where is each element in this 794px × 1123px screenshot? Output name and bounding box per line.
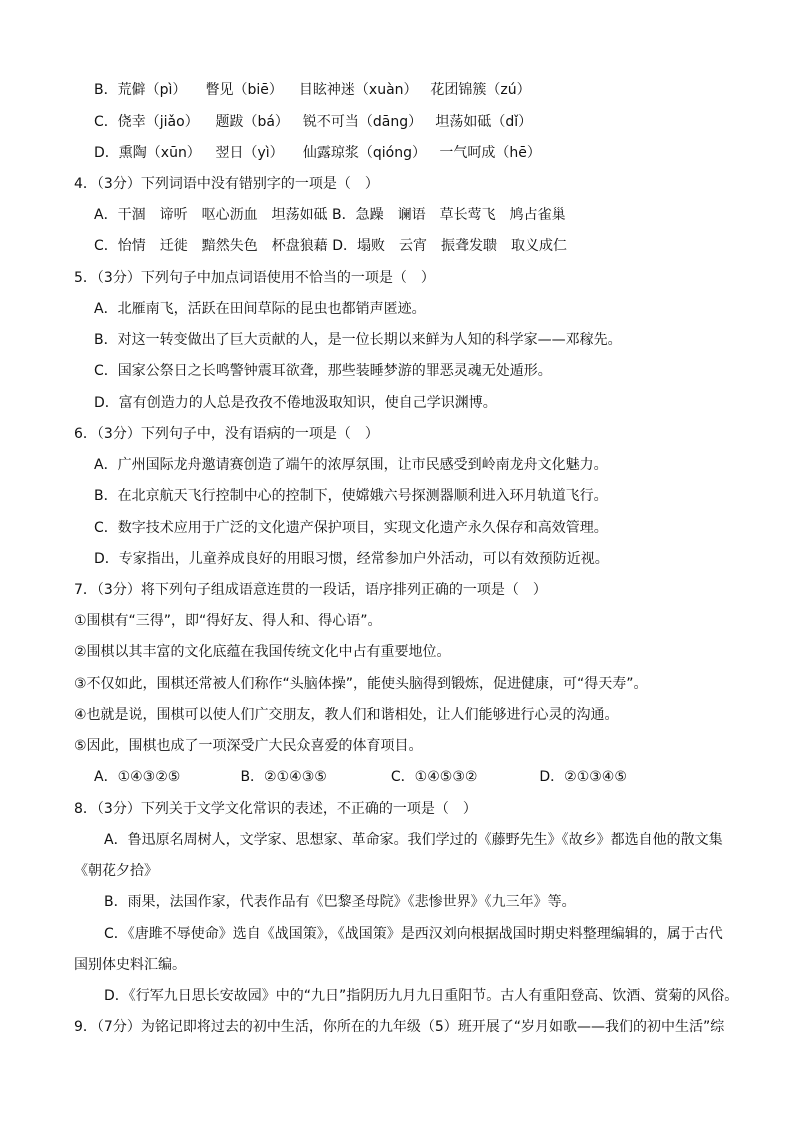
q3-option-c <box>94 112 532 132</box>
q3-option-c-word2: 题跋（bá） <box>215 114 289 130</box>
q4-stem: 4．（3分）下列词语中没有错别字的一项是（ ） <box>74 176 379 192</box>
q8-stem: 8．（3分）下列关于文学文化常识的表述，不正确的一项是（ ） <box>74 801 477 817</box>
q7-sentence-5: ⑤因此，围棋也成了一项深受广大民众喜爱的体育项目。 <box>74 738 423 754</box>
q8-option-a-line1: A．鲁迅原名周树人，文学家、思想家、革命家。我们学过的《藤野先生》《故乡》都选自他的散文集 <box>104 832 723 848</box>
q3-option-b-label: B．荒僻（pì） <box>94 82 187 98</box>
q3-option-d-word4: 一气呵成（hē） <box>439 145 541 161</box>
q5-option-d: D．富有创造力的人总是孜孜不倦地汲取知识，使自己学识渊博。 <box>94 395 497 411</box>
q3-option-b-word2: 瞥见（biē） <box>205 82 283 98</box>
q3-option-b <box>94 80 531 100</box>
q7-options <box>94 767 627 787</box>
q5-option-b: B．对这一转变做出了巨大贡献的人，是一位长期以来鲜为人知的科学家——邓稼先。 <box>94 332 622 348</box>
q7-sentence-3: ③不仅如此，围棋还常被人们称作“头脑体操”，能使头脑得到锻炼，促进健康，可“得天寿”。 <box>74 676 648 692</box>
q3-option-c-word4: 坦荡如砥（dǐ） <box>435 114 533 130</box>
q7-option-a: A．①④③②⑤ <box>94 769 181 785</box>
q6-stem: 6．（3分）下列句子中，没有语病的一项是（ ） <box>74 426 379 442</box>
q8-option-c-line2: 国别体史料汇编。 <box>74 957 186 973</box>
q5-option-c: C．国家公祭日之长鸣警钟震耳欲聋，那些装睡梦游的罪恶灵魂无处遁形。 <box>94 363 552 379</box>
q5-option-a: A．北雁南飞，活跃在田间草际的昆虫也都销声匿迹。 <box>94 301 426 317</box>
q4-options-row1: A．干涸 谛听 呕心沥血 坦荡如砥 B．急躁 谰语 草长莺飞 鸠占雀巢 <box>94 207 566 223</box>
q3-option-b-word3: 目眩神迷（xuàn） <box>298 82 418 98</box>
q7-sentence-2: ②围棋以其丰富的文化底蕴在我国传统文化中占有重要地位。 <box>74 644 451 660</box>
q3-option-d-word2: 翌日（yì） <box>215 145 284 161</box>
q3-option-d-label: D．熏陶（xūn） <box>94 145 201 161</box>
q8-option-c-line1: C．《唐雎不辱使命》选自《战国策》，《战国策》是西汉刘向根据战国时期史料整理编辑的，属于古代 <box>104 926 723 942</box>
q7-option-d: D．②①③④⑤ <box>539 769 627 785</box>
q3-option-d-word3: 仙露琼浆（qióng） <box>302 145 427 161</box>
q4-options-row2: C．怡情 迁徙 黯然失色 杯盘狼藉 D．塌败 云宵 振聋发聩 取义成仁 <box>94 238 568 254</box>
q6-option-c: C．数字技术应用于广泛的文化遗产保护项目，实现文化遗产永久保存和高效管理。 <box>94 520 608 536</box>
q7-stem: 7．（3分）将下列句子组成语意连贯的一段话，语序排列正确的一项是（ ） <box>74 582 547 598</box>
q7-option-c: C．①④⑤③② <box>390 769 478 785</box>
q5-stem: 5．（3分）下列句子中加点词语使用不恰当的一项是（ ） <box>74 270 435 286</box>
q6-option-d: D．专家指出，儿童养成良好的用眼习惯，经常参加户外活动，可以有效预防近视。 <box>94 551 609 567</box>
q3-option-d <box>94 143 541 163</box>
q3-option-b-word4: 花团锦簇（zú） <box>430 82 531 98</box>
q7-sentence-4: ④也就是说，围棋可以使人们广交朋友，教人们和谐相处，让人们能够进行心灵的沟通。 <box>74 707 619 723</box>
q8-option-d: D．《行军九日思长安故园》中的“九日”指阴历九月九日重阳节。古人有重阳登高、饮酒、赏菊的风俗。 <box>104 988 739 1004</box>
q7-option-b: B．②①④③⑤ <box>240 769 327 785</box>
q3-option-c-label: C．侥幸（jiǎo） <box>94 114 199 130</box>
q7-sentence-1: ①围棋有“三得”，即“得好友、得人和、得心语”。 <box>74 613 382 629</box>
q3-option-c-word3: 锐不可当（dāng） <box>302 114 423 130</box>
q9-stem: 9．（7分）为铭记即将过去的初中生活，你所在的九年级（5）班开展了“岁月如歌——我们的初中生活”综 <box>74 1019 725 1035</box>
q8-option-b: B．雨果，法国作家，代表作品有《巴黎圣母院》《悲惨世界》《九三年》等。 <box>104 894 576 910</box>
q8-option-a-line2: 《朝花夕拾》 <box>74 863 158 879</box>
q6-option-b: B．在北京航天飞行控制中心的控制下，使嫦娥六号探测器顺利进入环月轨道飞行。 <box>94 488 608 504</box>
q6-option-a: A．广州国际龙舟邀请赛创造了端午的浓厚氛围，让市民感受到岭南龙舟文化魅力。 <box>94 457 608 473</box>
